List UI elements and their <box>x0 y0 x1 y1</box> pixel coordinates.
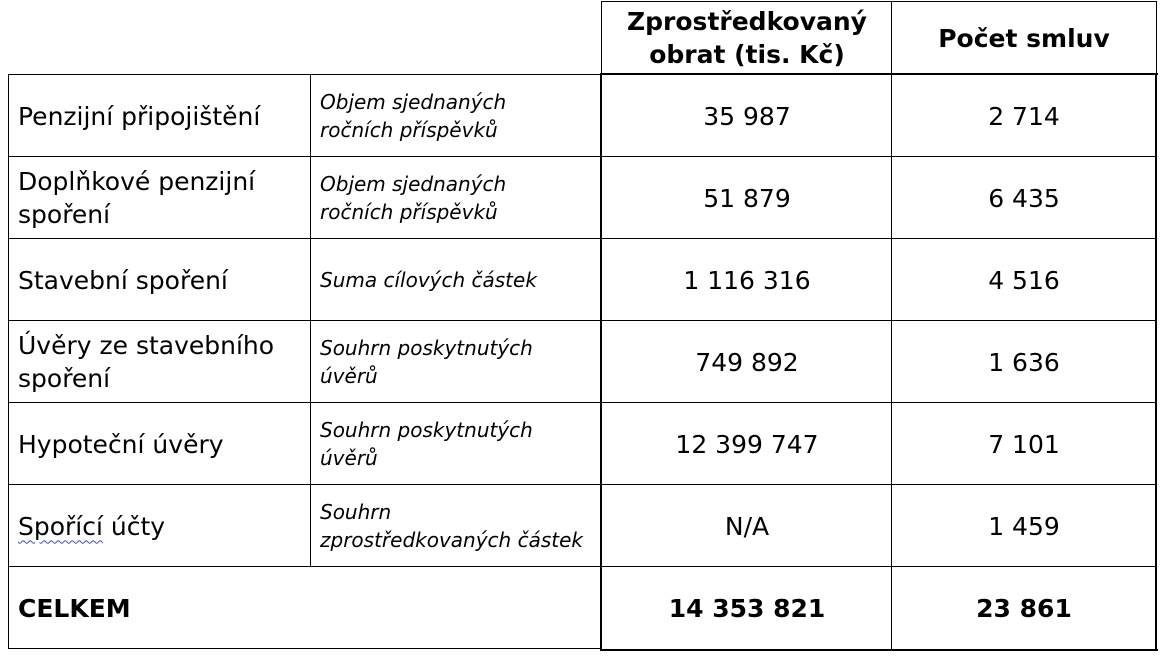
row-border <box>8 566 1157 567</box>
row-desc <box>310 239 602 321</box>
product-label: Penzijní připojištění <box>18 101 261 131</box>
contracts-value <box>892 485 1156 567</box>
turnover-text: N/A <box>724 511 770 541</box>
desc-line1: Suma cílových částek <box>320 268 537 292</box>
product-label-line2: spoření <box>18 200 111 229</box>
contracts-text: 1 636 <box>988 347 1060 377</box>
product-label-line2: spoření <box>18 364 111 393</box>
row-border <box>8 484 1157 485</box>
contracts-value <box>892 403 1156 485</box>
row-product-uvery-ze-stavebniho-sporeni <box>9 321 310 403</box>
contracts-value <box>892 157 1156 239</box>
header-turnover <box>602 2 892 74</box>
desc-line2: zprostředkovaných částek <box>320 528 583 552</box>
contracts-text: 7 101 <box>988 429 1060 459</box>
contracts-text: 6 435 <box>988 183 1060 213</box>
desc-line2: úvěrů <box>320 446 378 470</box>
product-label: Stavební spoření <box>18 265 228 295</box>
turnover-value <box>602 403 892 485</box>
left-border <box>8 74 9 649</box>
total-turnover <box>602 567 892 649</box>
product-label <box>18 510 165 543</box>
total-label <box>18 567 602 649</box>
desc-line2: ročních příspěvků <box>320 118 498 142</box>
thick-top-border <box>600 73 1158 75</box>
desc-line1: Objem sjednaných <box>320 172 507 196</box>
header-contracts-label: Počet smluv <box>938 23 1110 53</box>
product-label: Hypoteční úvěry <box>18 429 224 459</box>
turnover-text: 12 399 747 <box>675 429 819 459</box>
row-product-doplnkove-penzijni-sporeni <box>9 157 310 239</box>
row-desc <box>310 403 602 485</box>
thick-right-border <box>1155 73 1157 651</box>
contracts-text: 1 459 <box>988 511 1060 541</box>
header-right-border <box>1156 1 1157 75</box>
turnover-value <box>602 321 892 403</box>
total-turnover-text: 14 353 821 <box>668 593 826 623</box>
total-contracts-text: 23 861 <box>976 593 1072 623</box>
thick-left-border <box>600 73 602 651</box>
total-label-text: CELKEM <box>18 593 131 623</box>
row-desc <box>310 157 602 239</box>
row-border <box>8 156 1157 157</box>
row-product-penzijni-pripojisteni <box>9 75 310 157</box>
turnover-text: 51 879 <box>703 183 791 213</box>
turnover-text: 35 987 <box>703 101 791 131</box>
row-border <box>8 238 1157 239</box>
desc-line1: Objem sjednaných <box>320 90 507 114</box>
contracts-text: 4 516 <box>988 265 1060 295</box>
product-label-line1: Úvěry ze stavebního <box>18 331 275 360</box>
contracts-value <box>892 321 1156 403</box>
row-border <box>8 320 1157 321</box>
row-product-stavebni-sporeni <box>9 239 310 321</box>
header-left-border <box>601 1 602 75</box>
product-label-line1: Doplňkové penzijní <box>18 167 256 196</box>
turnover-value <box>602 485 892 567</box>
thick-bottom-border <box>600 649 1158 651</box>
row-desc <box>310 321 602 403</box>
row-desc <box>310 75 602 157</box>
desc-line1: Souhrn poskytnutých <box>320 418 533 442</box>
row-border <box>8 402 1157 403</box>
product-label-rest: účty <box>102 511 166 541</box>
header-top-border <box>601 1 1157 2</box>
desc-line1: Souhrn poskytnutých <box>320 336 533 360</box>
turnover-value <box>602 75 892 157</box>
spellcheck-word: Spořící <box>18 511 103 541</box>
col-divider-desc <box>310 74 311 567</box>
turnover-text: 1 116 316 <box>683 265 811 295</box>
total-contracts <box>892 567 1156 649</box>
desc-line2: ročních příspěvků <box>320 200 498 224</box>
row-desc <box>310 485 602 567</box>
turnover-text: 749 892 <box>695 347 799 377</box>
header-turnover-line2: obrat (tis. Kč) <box>649 40 845 69</box>
turnover-value <box>602 239 892 321</box>
turnover-value <box>602 157 892 239</box>
col-divider-turnover <box>891 74 892 649</box>
contracts-value <box>892 239 1156 321</box>
bottom-border <box>8 648 601 649</box>
header-divider <box>891 1 892 75</box>
desc-line2: úvěrů <box>320 364 378 388</box>
contracts-text: 2 714 <box>988 101 1060 131</box>
row-product-hypotecni-uvery <box>9 403 310 485</box>
contracts-value <box>892 75 1156 157</box>
header-turnover-line1: Zprostředkovaný <box>627 7 867 36</box>
desc-line1: Souhrn <box>320 500 392 524</box>
row-product-sporici-ucty <box>9 485 310 567</box>
header-contracts <box>892 2 1156 74</box>
